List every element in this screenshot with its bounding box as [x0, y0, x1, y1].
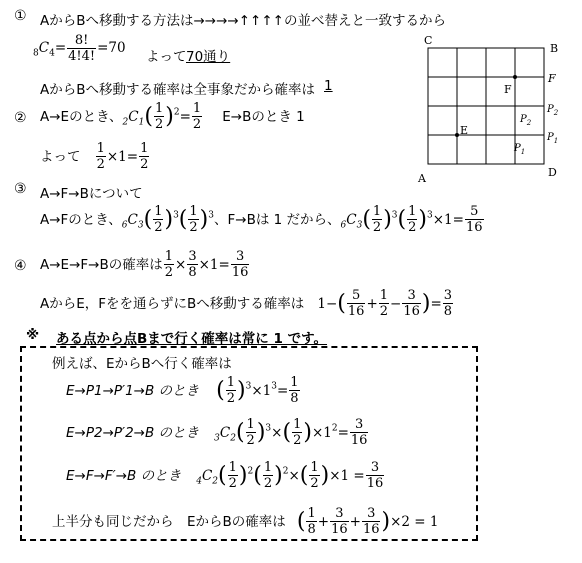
- note-mark: ※: [26, 327, 40, 343]
- p2-line1-pre: A→Eのとき、: [40, 109, 123, 125]
- p4-line2-pre: AからE，Fをを通らずにBへ移動する確率は: [40, 296, 305, 312]
- p3-line1: A→F→Bについて: [40, 186, 143, 202]
- p1-answer2: 1: [324, 78, 333, 94]
- label-B: B: [550, 42, 559, 55]
- label-A: A: [418, 172, 426, 185]
- p4-line1: A→E→F→Bの確率は $\frac{1}{2}$ × $\frac{3}{8}$ ×1= $\frac{3}{16}$: [40, 249, 249, 280]
- marker-2: ②: [14, 110, 27, 126]
- grid-diagram: [410, 30, 580, 190]
- note-row2-path: E→P2→P′2→B のとき: [66, 425, 200, 441]
- note-row3-path: E→F→F′→B のとき: [66, 468, 182, 484]
- label-C: C: [424, 34, 433, 47]
- note-row3-result: $\frac{3}{16}$: [366, 460, 384, 491]
- p2-c: $_2C_1$: [122, 109, 145, 128]
- note-last: 上半分も同じだから EからBの確率は ( $\frac{1}{8}$ + $\frac{3}{16}$ + $\frac{3}{16}$ )×2 = 1: [52, 506, 439, 537]
- p1-combo-eq: =70: [97, 40, 126, 56]
- p1-line1: AからBへ移動する方法は→→→→↑↑↑↑の並べ替えと一致するから: [40, 13, 446, 29]
- p2-line1: A→Eのとき、$_2C_1$( $\frac{1}{2}$ )$^2$= $\frac{1}{2}$ E→Bのとき 1: [40, 101, 305, 132]
- p1-combo-num: 8!: [74, 33, 89, 48]
- label-P2-in: $P_2$: [520, 114, 532, 127]
- note-row2: E→P2→P′2→B のとき $_3C_2$( $\frac{1}{2}$ )$^3$×( $\frac{1}{2}$ )$\times 1^2=$ $\frac{3}{16}$: [66, 417, 368, 448]
- p4-final: $\frac{3}{8}$: [443, 288, 453, 319]
- p3-line2: A→Fのとき、$_6C_3$( $\frac{1}{2}$ )$^3$( $\frac{1}{2}$ )$^3$、F→Bは 1 だから、$_6C_3$( $\frac{1}{2}$ )$^3$( $\frac{1}{2}$ )$^3$×1= $\frac{5}{16}$: [40, 204, 483, 235]
- grid-lines: [428, 48, 544, 164]
- p2-line1-tail: E→Bのとき 1: [222, 109, 305, 125]
- p3-line2-mid: 、F→Bは 1 だから、: [214, 212, 341, 228]
- p1-combo-pre: 8: [33, 48, 39, 59]
- p2-half: $\frac{1}{2}$: [154, 101, 164, 132]
- p1-combo-den: 4!4!: [68, 49, 96, 64]
- p4-line1-pre: A→E→F→Bの確率は: [40, 257, 163, 273]
- p1-combo-letter: C: [38, 40, 50, 56]
- p2-eq: =: [179, 109, 191, 125]
- p2-line2-result: $\frac{1}{2}$: [140, 141, 149, 172]
- p4-line2: AからE，Fをを通らずにBへ移動する確率は 1−( $\frac{5}{16}$ + $\frac{1}{2}$ − $\frac{3}{16}$ )= $\frac{3}{8}$: [40, 288, 453, 319]
- label-F-in: F: [504, 83, 512, 96]
- note-row1-path: E→P1→P′1→B のとき: [66, 383, 200, 399]
- note-row3: E→F→F′→B のとき $_4C_2$( $\frac{1}{2}$ )$^2$( $\frac{1}{2}$ )$^2$×( $\frac{1}{2}$ )×1 = $\frac{3}{16}$: [66, 460, 384, 491]
- note-intro: 例えば、EからBへ行く確率は: [52, 356, 232, 372]
- p4-result: $\frac{3}{16}$: [231, 249, 249, 280]
- p1-answer: 70通り: [186, 49, 231, 65]
- p3-result: $\frac{5}{16}$: [465, 204, 483, 235]
- label-P1-right: $P_1$: [547, 132, 559, 145]
- p1-combo-sub: 4: [49, 48, 55, 59]
- p1-tail: よって: [146, 49, 187, 65]
- point-F: [513, 75, 517, 79]
- label-P2-right: $P_2$: [547, 104, 559, 117]
- marker-3: ③: [14, 181, 27, 197]
- note-row1-result: $\frac{1}{8}$: [290, 375, 299, 406]
- p2-line2: [40, 142, 150, 171]
- label-P1-in: $P_1$: [514, 143, 526, 156]
- p2-half-result: $\frac{1}{2}$: [192, 101, 202, 132]
- p1-combo-fraction: [67, 34, 96, 63]
- p2-line2-pre: よって: [40, 149, 81, 165]
- p1-combination: $_8C_4=$ $\frac{8!}{4!4!}$ =70: [33, 33, 126, 64]
- marker-4: ④: [14, 258, 27, 274]
- label-D: D: [548, 166, 557, 179]
- marker-1: ①: [14, 8, 27, 24]
- label-F-right: F: [548, 72, 556, 85]
- p1-line3: AからBへ移動する確率は全事象だから確率は: [40, 82, 315, 98]
- p3-times: ×1=: [432, 212, 464, 228]
- p2-times: ×1=: [106, 149, 139, 165]
- point-E: [455, 133, 459, 137]
- p3-line2-pre: A→Fのとき、: [40, 212, 122, 228]
- note-last-tail: ×2 = 1: [390, 514, 439, 530]
- note-row1: E→P1→P′1→B のとき ( $\frac{1}{2}$ )$^3\times 1^3=$ $\frac{1}{8}$: [66, 375, 299, 406]
- note-last-pre: 上半分も同じだから EからBの確率は: [52, 514, 286, 530]
- label-E: E: [460, 124, 469, 137]
- note-title: ある点から点Bまで行く確率は常に 1 です。: [56, 331, 328, 347]
- p2-line2-half: $\frac{1}{2}$: [96, 141, 105, 172]
- note-row2-result: $\frac{3}{16}$: [350, 417, 368, 448]
